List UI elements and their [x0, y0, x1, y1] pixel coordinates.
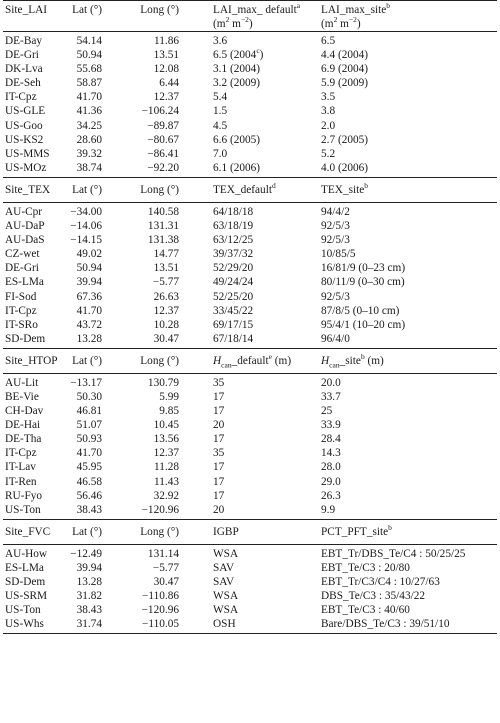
cell-lat: 39.94: [76, 276, 102, 289]
table-row: [3, 161, 497, 175]
cell-site: IT-Lav: [5, 461, 36, 474]
parameter-table: [3, 0, 497, 634]
cell-col3: 3.1 (2004): [213, 63, 261, 76]
cell-site: IT-SRo: [5, 318, 38, 331]
header-long-htop: Long (°): [140, 354, 179, 367]
cell-lat: 13.28: [76, 332, 102, 345]
cell-col4: 4.4 (2004): [321, 49, 369, 62]
table-row: [3, 219, 497, 233]
table-row: [3, 432, 497, 446]
table-row: [3, 617, 497, 631]
cell-site: DE-Gri: [5, 262, 39, 275]
table-row: [3, 48, 497, 62]
cell-lat: 38.74: [76, 161, 102, 174]
cell-lat: 31.74: [76, 618, 102, 631]
cell-site: AU-How: [5, 547, 48, 560]
cell-lat: 50.93: [76, 433, 102, 446]
cell-site: CH-Dav: [5, 405, 44, 418]
table-row: [3, 575, 497, 589]
cell-long: 9.85: [159, 405, 179, 418]
cell-col4: 94/4/2: [321, 205, 350, 218]
cell-lat: 50.30: [76, 390, 102, 403]
header-long-tex: Long (°): [140, 183, 179, 196]
cell-col4: 92/5/3: [321, 290, 350, 303]
cell-col3: 7.0: [213, 147, 228, 160]
cell-col3: 64/18/18: [213, 205, 254, 218]
cell-site: IT-Cpz: [5, 91, 37, 104]
cell-col3: 4.5: [213, 119, 228, 132]
header-lai-default: LAI_max_ default$^a$ ($m^2$ $m^{-2}$): [213, 1, 301, 30]
cell-col3: 17: [213, 433, 225, 446]
cell-long: −110.86: [141, 590, 179, 603]
header-lat-htop: Lat (°): [72, 354, 102, 367]
cell-long: 12.37: [153, 91, 179, 104]
cell-site: ES-LMa: [5, 276, 44, 289]
cell-site: IT-Cpz: [5, 304, 37, 317]
header-hcan-default: $H_{can}\_default^e$ (m): [213, 352, 292, 370]
cell-col4: EBT_Tr/DBS_Te/C4 : 50/25/25: [321, 547, 466, 560]
cell-site: SD-Dem: [5, 332, 46, 345]
cell-long: −89.87: [147, 119, 179, 132]
cell-col4: 20.0: [321, 376, 341, 389]
cell-long: 10.45: [153, 419, 179, 432]
cell-col4: 16/81/9 (0–23 cm): [321, 262, 406, 275]
cell-col4: 6.5: [321, 35, 336, 47]
cell-site: US-Ton: [5, 604, 41, 617]
header-site-tex: Site_TEX: [5, 183, 51, 196]
cell-lat: 56.46: [76, 489, 102, 502]
cell-long: 13.56: [153, 433, 179, 446]
table-bottom-rule: [3, 633, 497, 634]
table-row: [3, 233, 497, 247]
cell-col4: 4.0 (2006): [321, 161, 369, 174]
cell-site: US-MMS: [5, 147, 50, 160]
cell-col3: WSA: [213, 590, 239, 603]
header-row-tex: [3, 178, 497, 202]
table-row: [3, 475, 497, 489]
cell-long: 12.37: [153, 447, 179, 460]
cell-long: 12.37: [153, 304, 179, 317]
table-row: [3, 290, 497, 304]
cell-col3: 52/25/20: [213, 290, 254, 303]
cell-site: ES-LMa: [5, 561, 44, 574]
cell-site: AU-Cpr: [5, 205, 43, 218]
cell-site: CZ-wet: [5, 248, 40, 261]
cell-lat: −13.17: [70, 376, 102, 389]
cell-site: US-Goo: [5, 119, 43, 132]
cell-lat: 41.36: [76, 105, 102, 118]
cell-lat: 55.68: [76, 63, 102, 76]
cell-site: IT-Ren: [5, 475, 37, 488]
cell-long: 131.14: [147, 547, 179, 560]
cell-lat: 45.95: [76, 461, 102, 474]
section-body-htop: [3, 374, 497, 519]
cell-col4: 28.0: [321, 461, 341, 474]
cell-col3: 17: [213, 461, 225, 474]
cell-col4: 14.3: [321, 447, 341, 460]
cell-col4: 5.2: [321, 147, 336, 160]
cell-site: DK-Lva: [5, 63, 43, 76]
header-igbp: IGBP: [213, 525, 239, 538]
cell-site: SD-Dem: [5, 576, 46, 588]
table-row: [3, 247, 497, 261]
cell-lat: 39.32: [76, 147, 102, 160]
cell-long: −5.77: [152, 276, 179, 289]
cell-col3: 63/18/19: [213, 220, 254, 233]
header-row-htop: [3, 349, 497, 373]
cell-col3: 17: [213, 489, 225, 502]
cell-site: DE-Hai: [5, 419, 41, 432]
table-row: [3, 561, 497, 575]
cell-col4: 80/11/9 (0–30 cm): [321, 276, 405, 289]
cell-long: 140.58: [147, 205, 179, 218]
cell-col4: 26.3: [321, 489, 341, 502]
cell-long: 13.51: [153, 49, 179, 62]
cell-long: 13.51: [153, 262, 179, 275]
cell-lat: −12.49: [70, 547, 102, 560]
header-lat-lai: Lat (°): [72, 4, 102, 16]
cell-col4: 2.7 (2005): [321, 133, 369, 146]
cell-long: −120.96: [141, 604, 179, 617]
table-row: [3, 404, 497, 418]
cell-col3: 49/24/24: [213, 276, 254, 289]
cell-site: AU-DaS: [5, 234, 45, 247]
cell-col4: 87/8/5 (0–10 cm): [321, 304, 400, 317]
cell-col4: EBT_Te/C3 : 40/60: [321, 604, 410, 617]
cell-col4: 3.8: [321, 105, 336, 118]
cell-lat: 43.72: [76, 318, 102, 331]
cell-lat: −14.06: [70, 220, 102, 233]
cell-lat: 50.94: [76, 262, 102, 275]
cell-long: 131.31: [147, 220, 179, 233]
cell-lat: −14.15: [70, 234, 102, 247]
table-row: [3, 104, 497, 118]
table-row: [3, 503, 497, 517]
cell-long: 11.28: [154, 461, 179, 474]
cell-lat: −34.00: [70, 205, 102, 218]
cell-long: 14.77: [153, 248, 179, 261]
header-lat-tex: Lat (°): [72, 183, 102, 196]
cell-lat: 46.81: [76, 405, 102, 418]
cell-lat: 28.60: [76, 133, 102, 146]
cell-col4: 29.0: [321, 475, 341, 488]
cell-site: US-SRM: [5, 590, 48, 603]
table-row: [3, 446, 497, 460]
cell-lat: 54.14: [76, 35, 102, 47]
cell-col3: 6.1 (2006): [213, 161, 261, 174]
cell-long: 10.28: [153, 318, 179, 331]
cell-col3: 63/12/25: [213, 234, 254, 247]
cell-lat: 67.36: [76, 290, 102, 303]
cell-lat: 58.87: [76, 77, 102, 90]
header-long-fvc: Long (°): [140, 525, 179, 538]
cell-site: AU-DaP: [5, 220, 45, 233]
cell-lat: 50.94: [76, 49, 102, 62]
cell-site: US-MOz: [5, 161, 47, 174]
cell-col3: 69/17/15: [213, 318, 254, 331]
cell-lat: 41.70: [76, 91, 102, 104]
cell-col3: 67/18/14: [213, 332, 254, 345]
cell-col3: 6.6 (2005): [213, 133, 261, 146]
cell-lat: 49.02: [76, 248, 102, 261]
table-row: [3, 119, 497, 133]
table-row: [3, 147, 497, 161]
table-row: [3, 547, 497, 561]
cell-col4: Bare/DBS_Te/C3 : 39/51/10: [321, 618, 450, 631]
cell-col3: 33/45/22: [213, 304, 254, 317]
header-lat-fvc: Lat (°): [72, 525, 102, 538]
cell-col3: SAV: [213, 576, 235, 588]
cell-site: US-Whs: [5, 618, 44, 631]
cell-col4: 33.7: [321, 390, 341, 403]
cell-col3: 1.5: [213, 105, 228, 118]
cell-long: 130.79: [147, 376, 179, 389]
footnote-mark: c: [256, 46, 260, 56]
table-row: [3, 603, 497, 617]
table-row: [3, 589, 497, 603]
cell-lat: 13.28: [76, 576, 102, 588]
header-pct-pft-site: PCT_PFT_site$^b$: [321, 523, 392, 538]
header-hcan-site: $H_{can}\_site^b$ (m): [321, 352, 384, 370]
cell-long: −92.20: [147, 161, 179, 174]
table-row: [3, 390, 497, 404]
cell-long: 30.47: [153, 576, 179, 588]
cell-col4: 10/85/5: [321, 248, 356, 261]
table-row: [3, 376, 497, 390]
section-body-fvc: [3, 545, 497, 634]
cell-col3: 3.6: [213, 35, 228, 47]
cell-col3: WSA: [213, 604, 239, 617]
cell-site: IT-Cpz: [5, 447, 37, 460]
cell-col4: 9.9: [321, 503, 336, 516]
cell-site: DE-Seh: [5, 77, 41, 90]
table-row: [3, 418, 497, 432]
table-row: [3, 205, 497, 219]
cell-col3: 35: [213, 376, 225, 389]
cell-col4: 95/4/1 (10–20 cm): [321, 318, 406, 331]
table-row: [3, 332, 497, 346]
header-row-lai: [3, 1, 497, 31]
cell-long: 6.44: [159, 77, 179, 90]
cell-col3: 17: [213, 475, 225, 488]
cell-col3: 35: [213, 447, 225, 460]
cell-col3: OSH: [213, 618, 236, 631]
cell-site: FI-Sod: [5, 290, 37, 303]
cell-col3: 17: [213, 405, 225, 418]
cell-long: 30.47: [153, 332, 179, 345]
header-long-lai: Long (°): [140, 4, 179, 16]
cell-col3: SAV: [213, 561, 235, 574]
cell-col3: 17: [213, 390, 225, 403]
table-row: [3, 275, 497, 289]
table-row: [3, 133, 497, 147]
header-row-fvc: [3, 520, 497, 544]
cell-long: −80.67: [147, 133, 179, 146]
cell-site: RU-Fyo: [5, 489, 43, 502]
cell-col4: 2.0: [321, 119, 336, 132]
header-tex-default: TEX_default$^d$: [213, 181, 276, 196]
cell-site: DE-Tha: [5, 433, 42, 446]
table-row: [3, 34, 497, 48]
cell-long: 12.08: [153, 63, 179, 76]
cell-long: 32.92: [153, 489, 179, 502]
cell-site: BE-Vie: [5, 390, 39, 403]
table-row: [3, 62, 497, 76]
header-site-fvc: Site_FVC: [5, 525, 51, 538]
table-row: [3, 90, 497, 104]
cell-lat: 46.58: [76, 475, 102, 488]
header-lai-site: LAI_max_site$^b$ ($m^2$ $m^{-2}$): [321, 1, 391, 30]
cell-long: −120.96: [141, 503, 179, 516]
cell-lat: 31.82: [76, 590, 102, 603]
table-row: [3, 460, 497, 474]
cell-col4: EBT_Tr/C3/C4 : 10/27/63: [321, 576, 440, 588]
table-row: [3, 318, 497, 332]
cell-col4: DBS_Te/C3 : 35/43/22: [321, 590, 426, 603]
table-row: [3, 261, 497, 275]
cell-col3: WSA: [213, 547, 239, 560]
cell-long: 131.38: [147, 234, 179, 247]
section-body-tex: [3, 203, 497, 348]
cell-lat: 41.70: [76, 447, 102, 460]
cell-long: 11.43: [154, 475, 179, 488]
cell-lat: 51.07: [76, 419, 102, 432]
cell-lat: 38.43: [76, 503, 102, 516]
header-tex-site: TEX_site$^b$: [321, 181, 369, 196]
cell-lat: 34.25: [76, 119, 102, 132]
cell-col3: 20: [213, 503, 225, 516]
header-site-lai: Site_LAI: [5, 4, 48, 16]
cell-lat: 38.43: [76, 604, 102, 617]
cell-long: −106.24: [141, 105, 179, 118]
cell-site: DE-Gri: [5, 49, 39, 62]
cell-long: 5.99: [159, 390, 179, 403]
cell-site: US-Ton: [5, 503, 41, 516]
cell-col4: 92/5/3: [321, 234, 350, 247]
cell-col4: EBT_Te/C3 : 20/80: [321, 561, 410, 574]
cell-col3: 20: [213, 419, 225, 432]
cell-site: US-KS2: [5, 133, 44, 146]
cell-long: −86.41: [147, 147, 179, 160]
cell-col3: 52/29/20: [213, 262, 254, 275]
cell-lat: 41.70: [76, 304, 102, 317]
cell-col4: 3.5: [321, 91, 336, 104]
table-row: [3, 489, 497, 503]
cell-col4: 25: [321, 405, 333, 418]
cell-lat: 39.94: [76, 561, 102, 574]
cell-col4: 92/5/3: [321, 220, 350, 233]
cell-site: US-GLE: [5, 105, 46, 118]
cell-col4: 33.9: [321, 419, 341, 432]
header-site-htop: Site_HTOP: [5, 354, 58, 367]
cell-col3: 5.4: [213, 91, 228, 104]
cell-long: −110.05: [141, 618, 179, 631]
cell-long: 26.63: [153, 290, 179, 303]
cell-col3: 6.5 (2004$^c$): [213, 46, 264, 62]
cell-site: DE-Bay: [5, 35, 43, 47]
cell-col3: 3.2 (2009): [213, 77, 261, 90]
cell-long: 11.86: [154, 35, 179, 47]
cell-col4: 28.4: [321, 433, 341, 446]
section-body-lai: [3, 32, 497, 177]
table-row: [3, 304, 497, 318]
cell-col3: 39/37/32: [213, 248, 254, 261]
cell-col4: 5.9 (2009): [321, 77, 369, 90]
cell-long: −5.77: [152, 561, 179, 574]
cell-col4: 96/4/0: [321, 332, 350, 345]
table-row: [3, 76, 497, 90]
cell-col4: 6.9 (2004): [321, 63, 369, 76]
cell-site: AU-Lit: [5, 376, 39, 389]
